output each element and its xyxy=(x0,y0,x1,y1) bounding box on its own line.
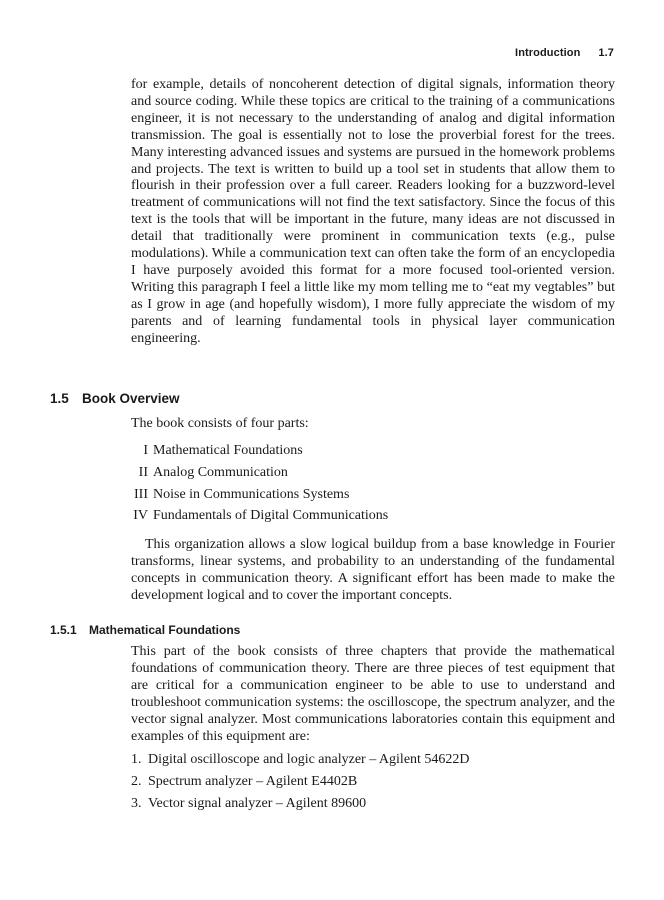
section-number: 1.5 xyxy=(50,391,69,406)
foundations-paragraph: This part of the book consists of three chapters that provide the mathematical foundations of communication theory. There are three pieces of test equipment that are critical for a communication engineer to be able to use to understand and troubleshoot communication systems: the oscilloscope, the spectrum analyzer, and the vector signal analyzer. Most communications laboratories contain this equipment and examples of this equipment are: xyxy=(131,644,615,744)
list-item xyxy=(131,487,388,509)
item-text: Vector signal analyzer – Agilent 89600 xyxy=(148,795,367,811)
list-item xyxy=(131,465,388,487)
equipment-list xyxy=(131,752,470,817)
parts-intro: The book consists of four parts: xyxy=(131,416,309,431)
list-item xyxy=(131,508,388,530)
part-title: Fundamentals of Digital Communications xyxy=(153,508,389,524)
item-number: 3. xyxy=(131,795,142,811)
item-text: Digital oscilloscope and logic analyzer – Agilent 54622D xyxy=(148,752,470,767)
part-numeral: IV xyxy=(133,508,148,524)
item-number: 2. xyxy=(131,773,142,789)
list-item xyxy=(131,443,388,465)
running-head-title: Introduction xyxy=(515,47,581,59)
list-item xyxy=(131,796,470,818)
part-numeral: III xyxy=(134,486,148,502)
part-title: Noise in Communications Systems xyxy=(153,486,350,502)
subsection-heading-1-5-1 xyxy=(50,623,240,637)
section-title: Book Overview xyxy=(82,391,180,406)
item-text: Spectrum analyzer – Agilent E4402B xyxy=(148,773,358,789)
subsection-number: 1.5.1 xyxy=(50,623,77,637)
running-head-section-number: 1.7 xyxy=(598,47,614,59)
organization-paragraph: This organization allows a slow logical buildup from a base knowledge in Fourier transforms, linear systems, and probability to an understanding of the fundamental concepts in communication theory. A significant effort has been made to make the development logical and to cover the important concepts. xyxy=(131,537,615,603)
subsection-title: Mathematical Foundations xyxy=(89,623,241,637)
paragraph-continued: for example, details of noncoherent detection of digital signals, information theory and source coding. While these topics are critical to the training of a communications engineer, it is not necessary to the understanding of analog and digital information transmission. The goal is essentially not to lose the proverbial forest for the trees. Many interesting advanced issues and systems are pursued in the homework problems and projects. The text is written to build up a tool set in students that allow them to flourish in their profession over a full career. Readers looking for a buzzword-level treatment of communications will not find the text satisfactory. Since the focus of this text is the tools that will be important in the future, many ideas are not discussed in detail that traditionally were prominent in communication texts (e.g., pulse modulations). While a communication text can often take the form of an encyclopedia I have purposely avoided this format for a more focused tool-oriented version. Writing this paragraph I feel a little like my mom telling me to “eat my vegtables” but as I grow in age (and hopefully wisdom), I more fully appreciate the wisdom of my parents and of learning fundamental tools in physical layer communication engineering. xyxy=(131,77,615,346)
section-heading-1-5 xyxy=(50,391,180,406)
item-number: 1. xyxy=(131,752,142,767)
parts-list xyxy=(131,443,388,530)
part-title: Analog Communication xyxy=(153,464,288,480)
list-item xyxy=(131,774,470,796)
part-numeral: I xyxy=(143,443,148,458)
running-head xyxy=(515,47,614,59)
part-title: Mathematical Foundations xyxy=(153,443,303,458)
list-item xyxy=(131,752,470,774)
part-numeral: II xyxy=(138,464,148,480)
